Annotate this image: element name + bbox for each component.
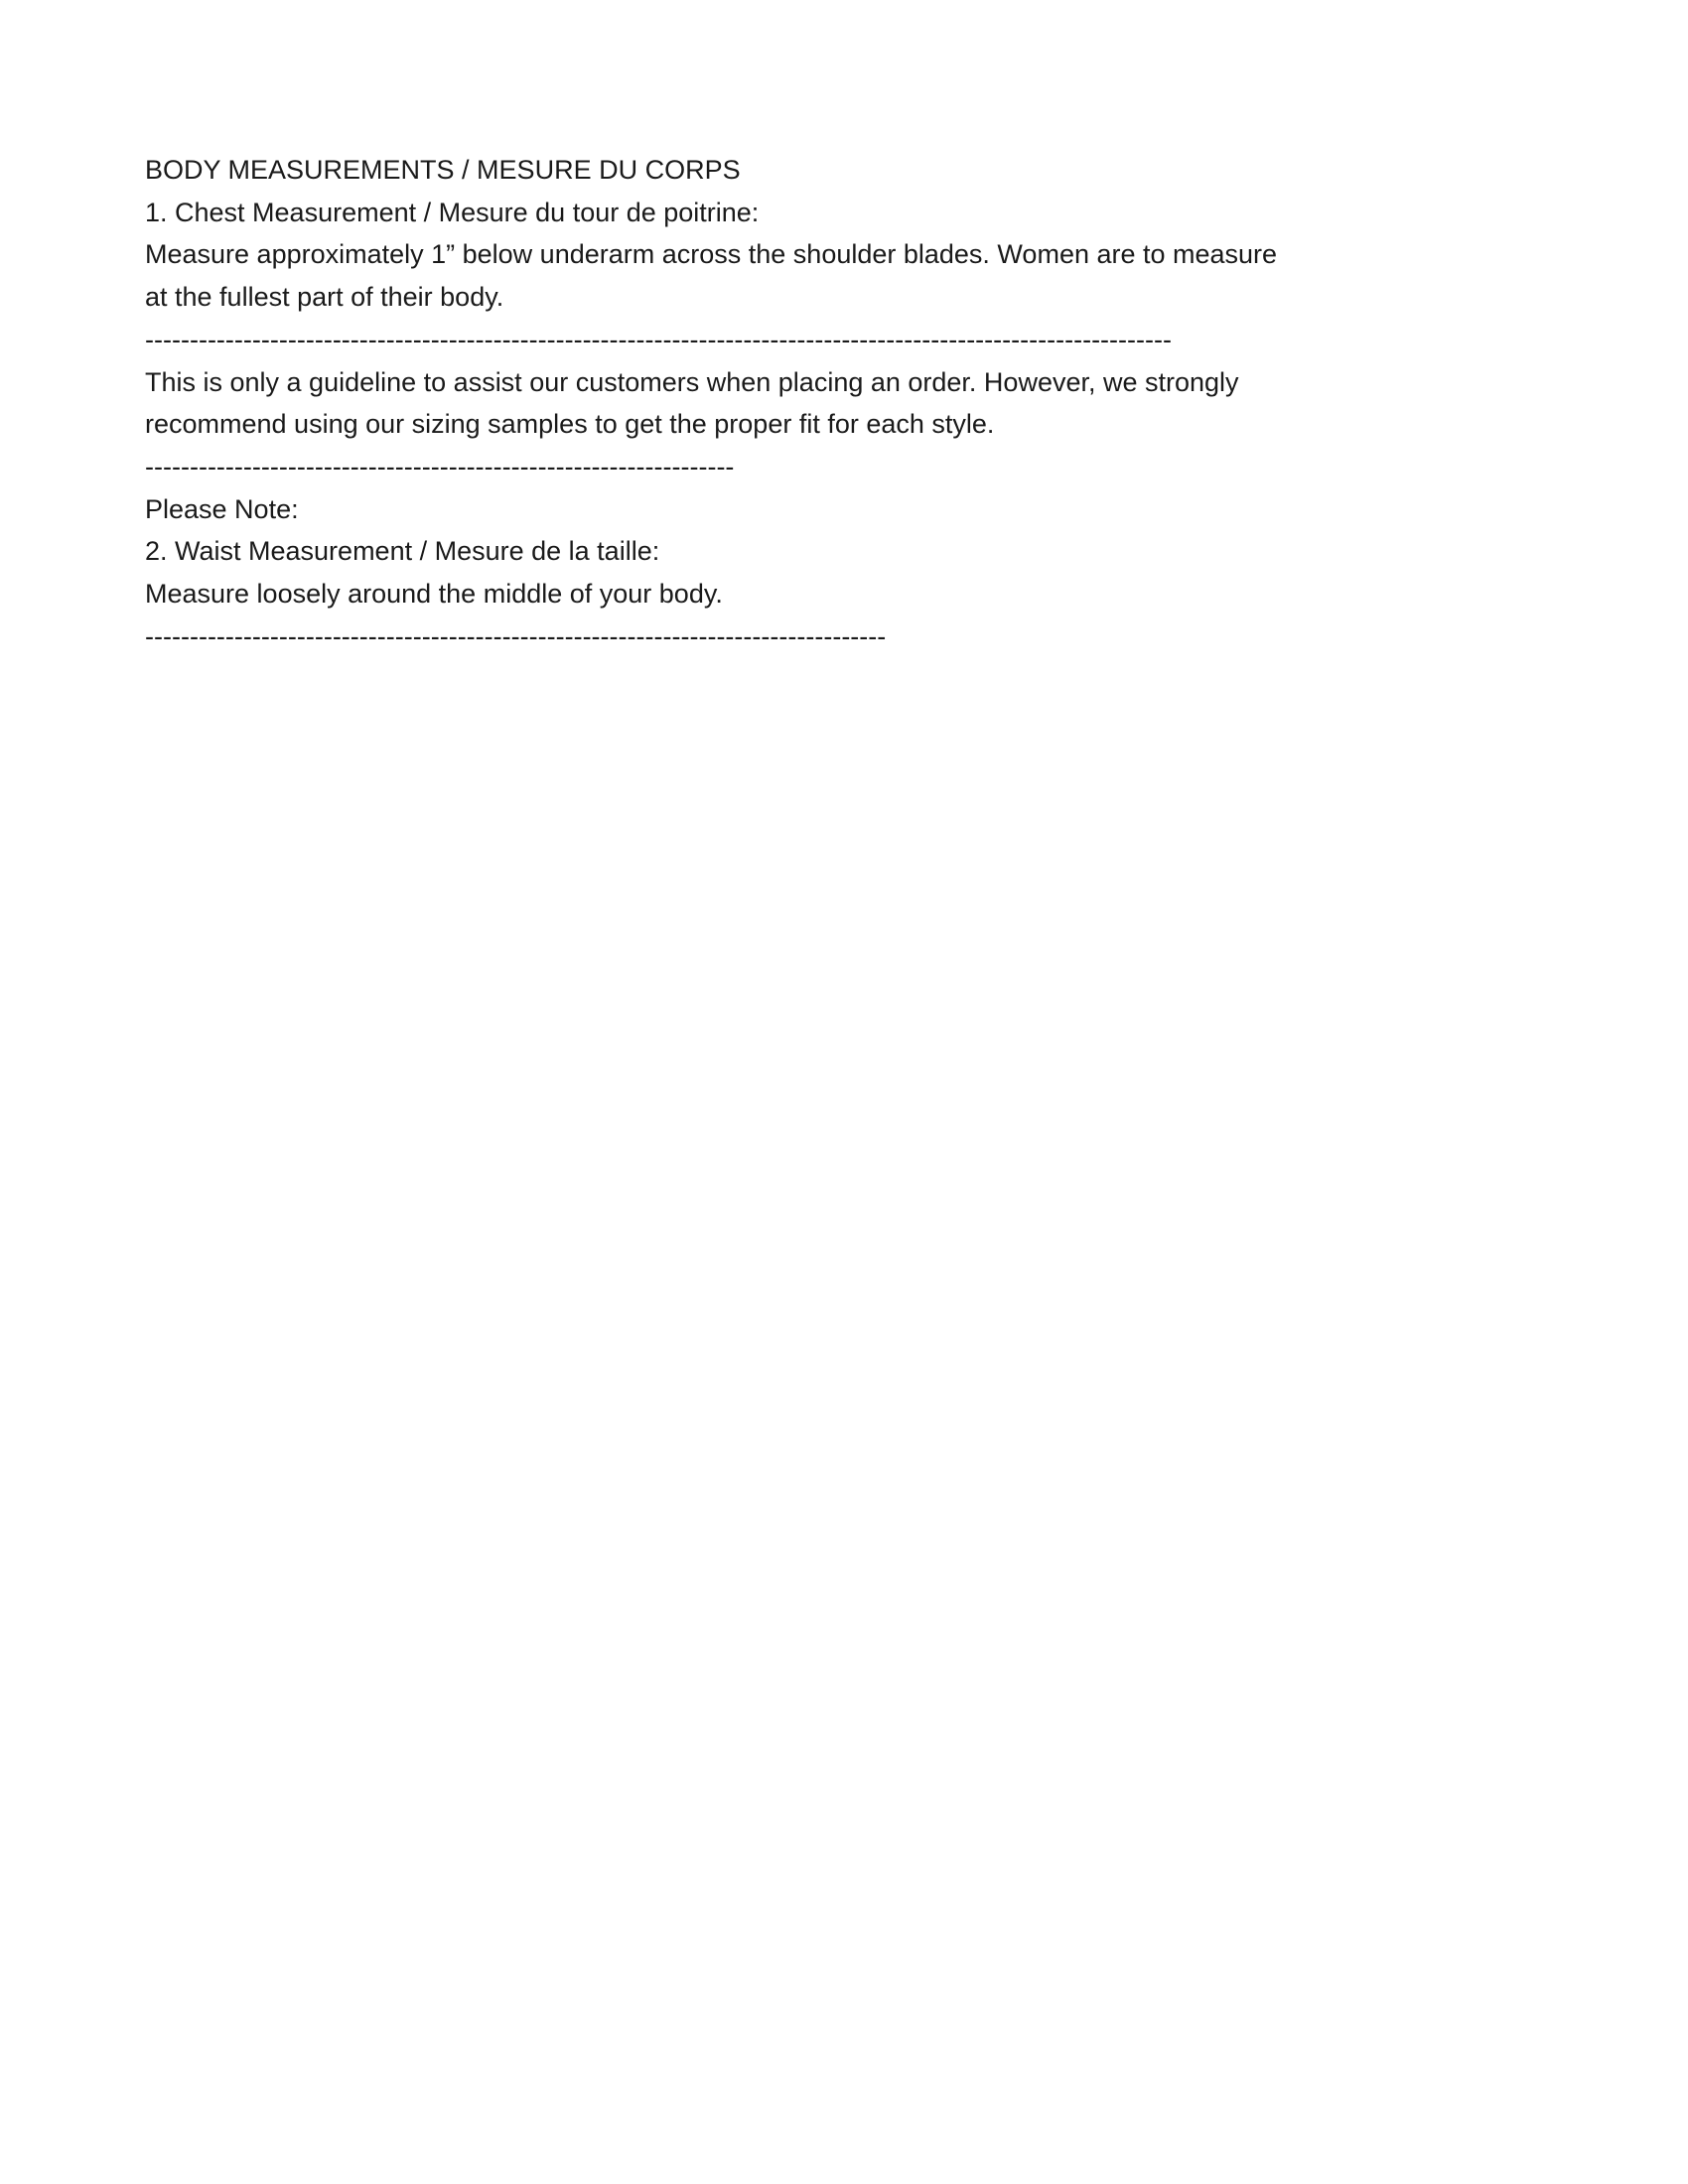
waist-section-heading: 2. Waist Measurement / Mesure de la taille:	[145, 536, 660, 567]
chest-instruction-line-2: at the fullest part of their body.	[145, 282, 504, 313]
divider-medium: -----------------------------------------------------------------------------------	[145, 620, 887, 651]
document-text-block	[145, 149, 1555, 657]
guideline-note-line-2: recommend using our sizing samples to get the proper fit for each style.	[145, 409, 995, 440]
divider-short: ------------------------------------------------------------------	[145, 451, 735, 481]
divider-long: -------------------------------------------------------------------------------------------------------------------	[145, 324, 1172, 354]
please-note-label: Please Note:	[145, 493, 299, 524]
waist-instruction-line: Measure loosely around the middle of your body.	[145, 579, 723, 610]
document-title: BODY MEASUREMENTS / MESURE DU CORPS	[145, 155, 741, 185]
guideline-note-line-1: This is only a guideline to assist our customers when placing an order. However, we strongly	[145, 366, 1239, 397]
chest-instruction-line-1: Measure approximately 1” below underarm across the shoulder blades. Women are to measure	[145, 239, 1278, 270]
chest-section-heading: 1. Chest Measurement / Mesure du tour de poitrine:	[145, 197, 760, 227]
